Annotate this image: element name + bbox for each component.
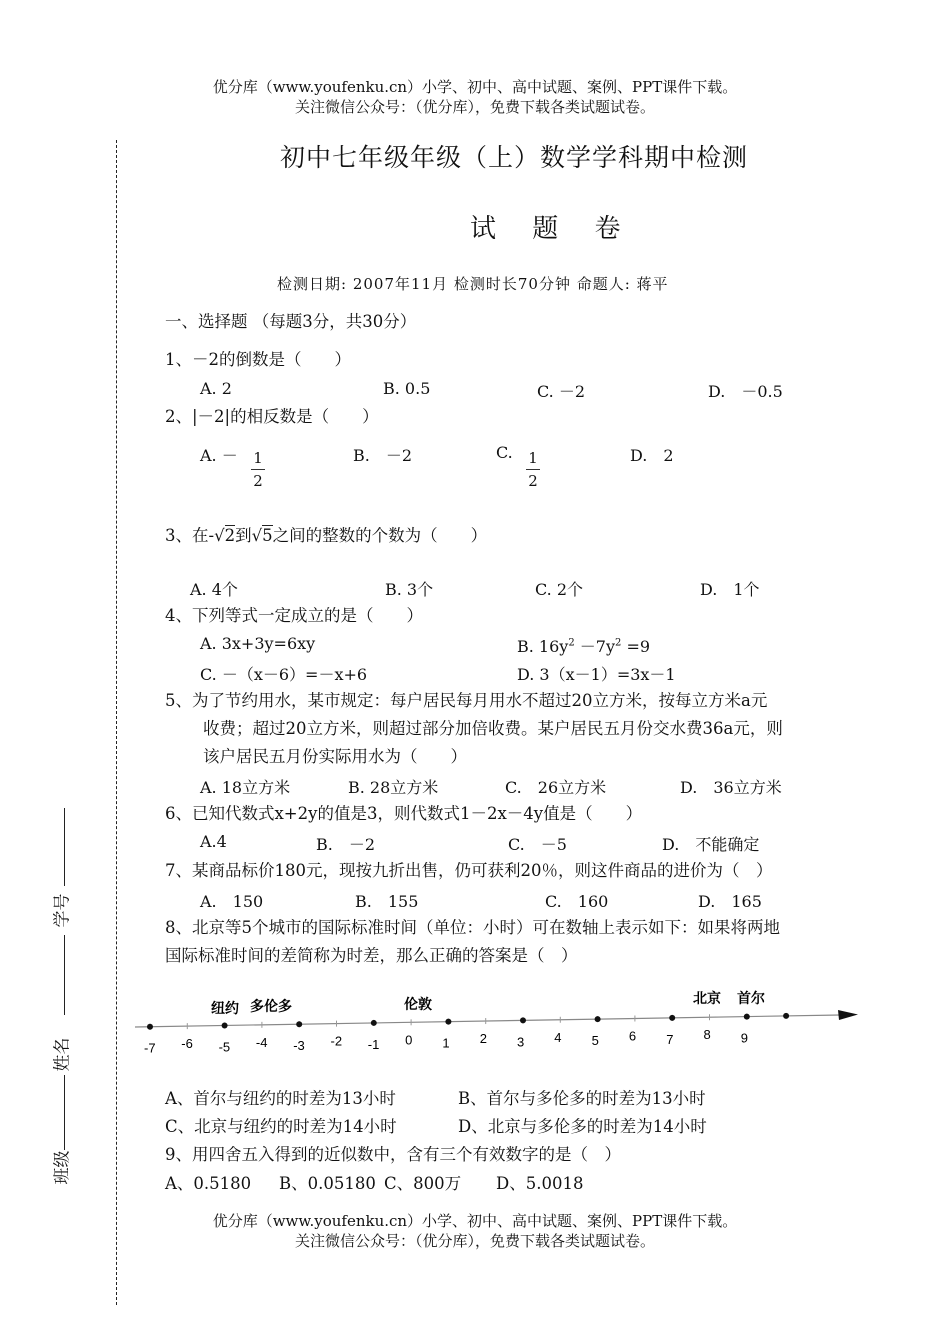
q2-option-a (200, 443, 238, 466)
q3-radicand-2: 2 (224, 526, 236, 545)
q6-option-c: C. －5 (508, 835, 567, 854)
number-line-tick-label: 2 (479, 1031, 487, 1047)
q4-option-c: C. －（x－6）=－x+6 (200, 665, 368, 684)
number-line-tick-label: 4 (554, 1029, 562, 1045)
q7-option-a: A. 150 (200, 892, 264, 911)
number-line-tick-label: -6 (181, 1036, 193, 1052)
number-line-dot (783, 1013, 789, 1019)
q6-stem: 6、已知代数式x+2y的值是3，则代数式1－2x－4y值是（ ） (165, 804, 643, 823)
city-toronto: 多伦多 (250, 998, 292, 1014)
q4-stem: 4、下列等式一定成立的是（ ） (165, 606, 423, 625)
number-line-tick-label: -5 (218, 1039, 231, 1055)
q8-option-c: C、北京与纽约的时差为14小时 (165, 1117, 397, 1136)
q1-stem: 1、－2的倒数是（ ） (165, 350, 351, 369)
number-line-tick-label: -3 (293, 1038, 305, 1054)
exam-subtitle: 试 题 卷 (470, 214, 635, 244)
q3-option-b: B. 3个 (385, 580, 434, 599)
number-line-tick-label: -2 (330, 1033, 343, 1049)
number-line-dot (371, 1020, 377, 1026)
q2-option-a-prefix: A. － (200, 446, 238, 465)
number-line-dot (595, 1016, 601, 1022)
q7-option-d: D. 165 (698, 892, 762, 911)
footer-line-1: 优分库（www.youfenku.cn）小学、初中、高中试题、案例、PPT课件下载。 (212, 1212, 738, 1230)
exam-meta: 检测日期: 2007年11月 检测时长70分钟 命题人: 蒋平 (277, 275, 669, 293)
q5-option-b: B. 28立方米 (348, 778, 439, 797)
q5-option-d: D. 36立方米 (680, 778, 782, 797)
number-line-tick-label: 6 (628, 1028, 637, 1044)
q6-option-b: B. －2 (316, 835, 376, 854)
header-line-1: 优分库（www.youfenku.cn）小学、初中、高中试题、案例、PPT课件下载。 (212, 78, 738, 96)
student-id-label: 学号 (52, 893, 73, 928)
q3-option-a: A. 4个 (190, 580, 238, 599)
q7-option-c: C. 160 (545, 892, 609, 911)
q5-line-1: 5、为了节约用水，某市规定：每户居民每月用水不超过20立方米，按每立方米a元 (165, 691, 768, 710)
q3-stem-mid: 到 (235, 526, 252, 545)
exam-title: 初中七年级年级（上）数学学科期中检测 (280, 143, 749, 172)
q4-b-mid: －7y (574, 637, 616, 656)
q2-stem: 2、|－2|的相反数是（ ） (165, 407, 379, 426)
q4-b-exponent-1: 2 (568, 637, 575, 649)
q4-option-a: A. 3x+3y=6xy (200, 634, 316, 653)
city-seoul: 首尔 (737, 990, 765, 1006)
q7-option-b: B. 155 (355, 892, 419, 911)
q9-option-c: C、800万 (384, 1174, 462, 1193)
sqrt-symbol-icon: √ (251, 526, 263, 545)
student-id-blank (64, 808, 66, 886)
q5-line-3: 该户居民五月份实际用水为（ ） (203, 747, 467, 766)
number-line-tick-label: 3 (517, 1034, 525, 1050)
number-line-dot (744, 1014, 750, 1020)
section-heading: 一、选择题 （每题3分，共30分） (165, 312, 417, 331)
number-line-tick-label: 8 (703, 1027, 711, 1043)
q4-option-d: D. 3（x－1）=3x－1 (517, 665, 676, 684)
number-line-tick-label: -4 (255, 1034, 268, 1050)
q9-option-b: B、0.05180 (279, 1174, 376, 1193)
q6-option-a: A.4 (200, 832, 227, 851)
q4-option-b (517, 634, 650, 657)
q4-b-exponent-2: 2 (615, 637, 622, 649)
number-line-dot (669, 1015, 675, 1021)
city-newyork: 纽约 (211, 1000, 239, 1016)
q2-option-a-fraction (251, 449, 265, 490)
q2-option-c: C. (496, 443, 513, 462)
q5-line-2: 收费；超过20立方米，则超过部分加倍收费。某户居民五月份交水费36a元，则 (203, 719, 783, 738)
number-line-tick-label: 7 (666, 1031, 674, 1047)
q1-option-c: C. －2 (537, 382, 586, 401)
q8-option-a: A、首尔与纽约的时差为13小时 (165, 1089, 396, 1108)
q7-stem: 7、某商品标价180元，现按九折出售，仍可获利20％，则这件商品的进价为（ ） (165, 861, 773, 880)
header-line-2: 关注微信公众号：（优分库），免费下载各类试题试卷。 (294, 98, 655, 116)
q8-option-d: D、北京与多伦多的时差为14小时 (458, 1117, 707, 1136)
q4-b-post: =9 (621, 637, 651, 656)
number-line-axis (135, 1015, 840, 1027)
number-line-figure (0, 985, 950, 1060)
class-label: 班级 (52, 1150, 73, 1185)
fraction-denominator: 2 (253, 472, 263, 490)
number-line-tick-label: 5 (591, 1033, 599, 1049)
q3-option-d: D. 1个 (700, 580, 760, 599)
q4-b-pre: B. 16y (517, 637, 569, 656)
q6-option-d: D. 不能确定 (662, 835, 760, 854)
q1-option-a: A. 2 (200, 379, 232, 398)
q5-option-c: C. 26立方米 (505, 778, 607, 797)
q8-line-2: 国际标准时间的差简称为时差，那么正确的答案是（ ） (165, 946, 578, 965)
number-line-tick-label: -7 (144, 1040, 156, 1056)
number-line-dot (445, 1019, 451, 1025)
q1-option-d: D. －0.5 (708, 382, 783, 401)
q2-option-b: B. －2 (353, 446, 413, 465)
q5-option-a: A. 18立方米 (200, 778, 291, 797)
number-line-tick-label: 0 (405, 1032, 413, 1048)
number-line-dot (222, 1022, 228, 1028)
q3-minus: - (208, 526, 215, 545)
q2-option-c-fraction (526, 449, 540, 490)
class-blank (64, 1075, 66, 1150)
fraction-numerator: 1 (253, 449, 263, 467)
city-beijing: 北京 (693, 990, 721, 1006)
q3-radicand-5: 5 (262, 526, 273, 545)
q3-stem (165, 525, 487, 547)
q8-line-1: 8、北京等5个城市的国际标准时间（单位：小时）可在数轴上表示如下：如果将两地 (165, 918, 780, 937)
binding-dashed-line (116, 140, 117, 1305)
number-line-tick-label: -1 (367, 1036, 380, 1052)
arrow-head-icon (838, 1010, 858, 1020)
fraction-numerator: 1 (528, 449, 538, 467)
name-label: 姓名 (52, 1037, 73, 1072)
number-line-dot (296, 1021, 302, 1027)
q3-option-c: C. 2个 (535, 580, 584, 599)
q8-option-b: B、首尔与多伦多的时差为13小时 (458, 1089, 706, 1108)
fraction-denominator: 2 (528, 472, 538, 490)
q1-option-b: B. 0.5 (383, 379, 431, 398)
q9-option-d: D、5.0018 (496, 1174, 584, 1193)
city-london: 伦敦 (404, 996, 432, 1012)
q2-option-d: D. 2 (630, 446, 674, 465)
number-line-dot (147, 1024, 153, 1030)
sqrt-symbol-icon: √ (214, 526, 225, 545)
number-line-tick-label: 1 (442, 1035, 450, 1051)
q9-option-a: A、0.5180 (165, 1174, 252, 1193)
q3-stem-pre: 3、在 (165, 526, 209, 545)
footer-line-2: 关注微信公众号：（优分库），免费下载各类试题试卷。 (294, 1232, 655, 1250)
number-line-dot (520, 1017, 526, 1023)
number-line-tick-label: 9 (740, 1030, 749, 1046)
q9-stem: 9、用四舍五入得到的近似数中，含有三个有效数字的是（ ） (165, 1145, 621, 1164)
q3-stem-post: 之间的整数的个数为（ ） (272, 526, 488, 545)
